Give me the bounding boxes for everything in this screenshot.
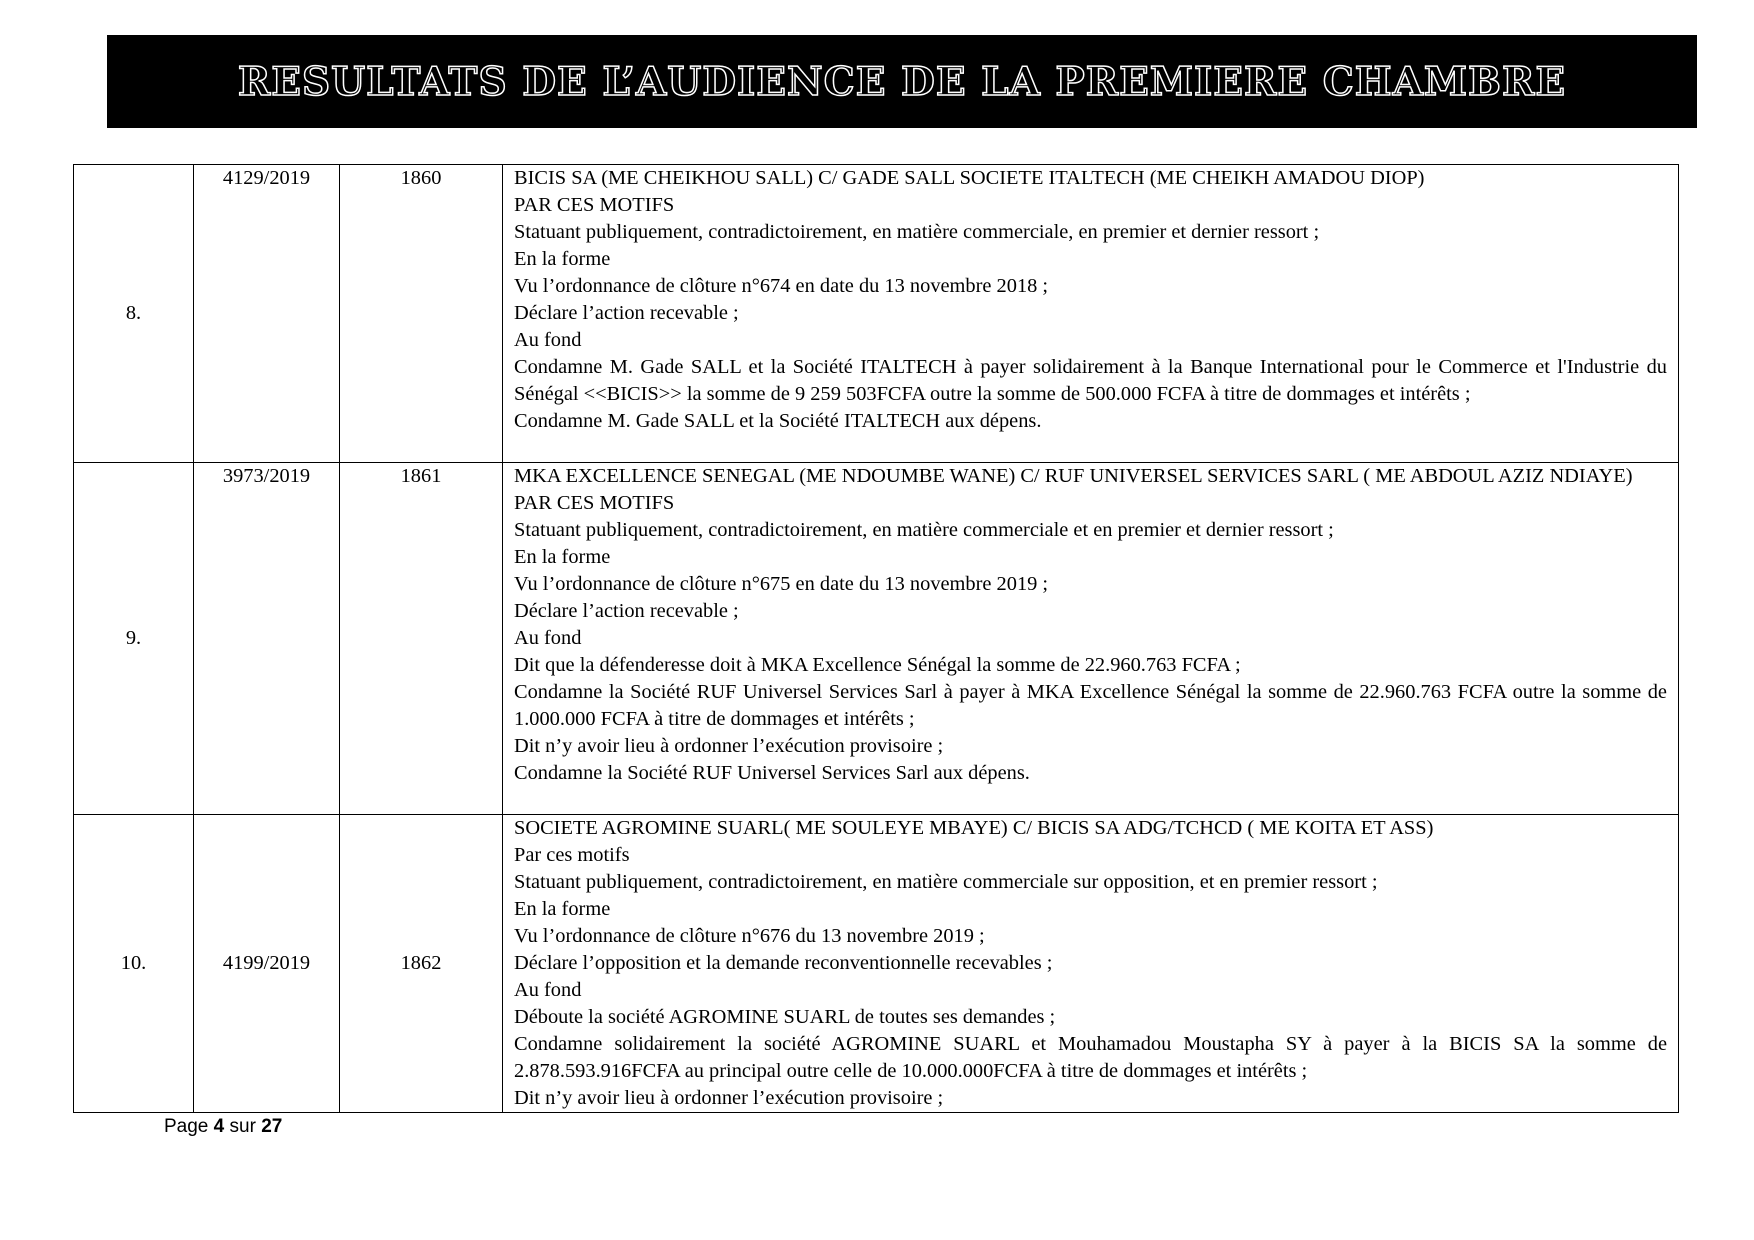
motifs-heading: Par ces motifs [514, 844, 630, 866]
decision-line: Condamne solidairement la société AGROMINE SUARL et Mouhamadou Moustapha SY à payer à la BICIS SA la somme de 2.878.593.916FCFA au principal outre celle de 10.000.000FCFA à titre de dommages et intérêts ; [514, 1033, 1667, 1082]
decision-text [503, 463, 1679, 815]
table-row [74, 815, 1679, 1113]
table-row [74, 165, 1679, 463]
page-title: RESULTATS DE L’AUDIENCE DE LA PREMIERE CHAMBRE [237, 58, 1567, 105]
decision-line: Dit que la défenderesse doit à MKA Excellence Sénégal la somme de 22.960.763 FCFA ; [514, 654, 1241, 676]
decision-line: En la forme [514, 898, 611, 920]
case-parties: SOCIETE AGROMINE SUARL( ME SOULEYE MBAYE) C/ BICIS SA ADG/TCHCD ( ME KOITA ET ASS) [514, 817, 1434, 839]
decision-line: Condamne la Société RUF Universel Services Sarl aux dépens. [514, 762, 1030, 784]
judgment-number: 1860 [340, 165, 503, 463]
decision-line: Vu l’ordonnance de clôture n°674 en date du 13 novembre 2018 ; [514, 275, 1049, 297]
rg-number: 4199/2019 [194, 815, 340, 1113]
results-table [73, 164, 1679, 1113]
decision-text [503, 165, 1679, 463]
decision-line: En la forme [514, 546, 611, 568]
case-parties: MKA EXCELLENCE SENEGAL (ME NDOUMBE WANE) C/ RUF UNIVERSEL SERVICES SARL ( ME ABDOUL AZIZ NDIAYE) [514, 465, 1633, 487]
decision-line: Statuant publiquement, contradictoirement, en matière commerciale et en premier et dernier ressort ; [514, 519, 1334, 541]
decision-line: En la forme [514, 248, 611, 270]
decision-line: Déclare l’opposition et la demande reconventionnelle recevables ; [514, 952, 1053, 974]
decision-line: Vu l’ordonnance de clôture n°676 du 13 novembre 2019 ; [514, 925, 985, 947]
case-number: 10. [74, 815, 194, 1113]
decision-line: Déclare l’action recevable ; [514, 600, 739, 622]
page-of-label: sur [229, 1116, 256, 1137]
decision-line: Au fond [514, 979, 582, 1001]
case-parties: BICIS SA (ME CHEIKHOU SALL) C/ GADE SALL SOCIETE ITALTECH (ME CHEIKH AMADOU DIOP) [514, 167, 1425, 189]
decision-line: Vu l’ordonnance de clôture n°675 en date du 13 novembre 2019 ; [514, 573, 1049, 595]
decision-line: Condamne M. Gade SALL et la Société ITALTECH à payer solidairement à la Banque International pour le Commerce et l'Industrie du Sénégal <<BICIS>> la somme de 9 259 503FCFA outre la somme de 500.000 FCFA à titre de dommages et intérêts ; [514, 356, 1667, 405]
case-number: 9. [74, 463, 194, 815]
page-total: 27 [261, 1116, 283, 1137]
rg-number: 4129/2019 [194, 165, 340, 463]
decision-line: Déclare l’action recevable ; [514, 302, 739, 324]
decision-line: Déboute la société AGROMINE SUARL de toutes ses demandes ; [514, 1006, 1056, 1028]
decision-line: Statuant publiquement, contradictoirement, en matière commerciale, en premier et dernier ressort ; [514, 221, 1320, 243]
motifs-heading: PAR CES MOTIFS [514, 194, 675, 216]
judgment-number: 1861 [340, 463, 503, 815]
case-number: 8. [74, 165, 194, 463]
table-row [74, 463, 1679, 815]
decision-line: Statuant publiquement, contradictoirement, en matière commerciale sur opposition, et en premier ressort ; [514, 871, 1378, 893]
decision-line: Au fond [514, 329, 582, 351]
page-label: Page [164, 1116, 209, 1137]
page-number: 4 [213, 1116, 225, 1137]
judgment-number: 1862 [340, 815, 503, 1113]
decision-line: Au fond [514, 627, 582, 649]
motifs-heading: PAR CES MOTIFS [514, 492, 675, 514]
decision-line: Dit n’y avoir lieu à ordonner l’exécution provisoire ; [514, 735, 944, 757]
title-banner [107, 35, 1697, 128]
decision-line: Condamne M. Gade SALL et la Société ITALTECH aux dépens. [514, 410, 1042, 432]
decision-line: Condamne la Société RUF Universel Services Sarl à payer à MKA Excellence Sénégal la somme de 22.960.763 FCFA outre la somme de 1.000.000 FCFA à titre de dommages et intérêts ; [514, 681, 1667, 730]
decision-line: Dit n’y avoir lieu à ordonner l’exécution provisoire ; [514, 1087, 944, 1109]
page-footer [164, 1116, 282, 1138]
decision-text [503, 815, 1679, 1113]
rg-number: 3973/2019 [194, 463, 340, 815]
